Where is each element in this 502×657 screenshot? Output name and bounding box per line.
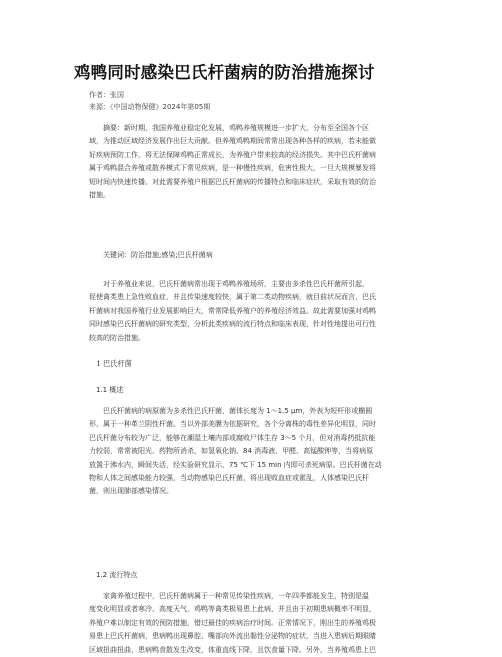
abstract-line: 域，为推动区域经济发展作出巨大贡献。但养殖鸡鸭期间常常出现各种各样的疾病，若未能做 bbox=[89, 137, 376, 146]
intro-paragraph bbox=[89, 278, 421, 345]
source-line: 来源：《中国动物保健》2024年第05期 bbox=[89, 103, 211, 111]
overview-line: 菌，则出现肺部感染情况。 bbox=[89, 487, 173, 496]
section-heading bbox=[89, 357, 421, 370]
intro-line: 促使禽类患上急性败血症，并且传染速度较快，属于第二类动物疾病，就目前状况而言，巴氏 bbox=[89, 293, 376, 302]
intro-line: 较高的防治措施。 bbox=[89, 333, 145, 342]
intro-line: 杆菌病对我国养殖行业发展影响巨大，常常降低养殖户的养殖经济效益。故此需要加强对鸡鸭 bbox=[89, 306, 376, 315]
abstract-line: 摘要：新时期，我国养殖业稳定化发展，鸡鸭养殖规模进一步扩大，分布至全国各个区 bbox=[89, 124, 369, 132]
overview-line: 物和人体之间感染能力较强，当动物感染巴氏杆菌，将出现败血症或霍乱，人体感染巴氏杆 bbox=[89, 473, 369, 482]
overview-line: 放置于沸水内，瞬间失活，经实验研究显示，75 ℃下 15 min 内即可杀死病原。巴氏杆菌在动 bbox=[89, 460, 382, 469]
overview-line: 形，属于一种革兰阴性杆菌。当以外部美膜为依据研究，各个分离株的毒性差异化明显，同时 bbox=[89, 420, 376, 429]
epidemiology-line: 区域扭曲扭曲，患病鸭食散发生改变，体重直线下降，且饮食量下降。另外，当养殖鸡患上巴 bbox=[89, 645, 376, 654]
section-1-2-heading: 1.2 流行特点 bbox=[89, 571, 138, 579]
article-title: 鸡鸭同时感染巴氏杆菌病的防治措施探讨 bbox=[74, 63, 375, 82]
abstract-line: 措施。 bbox=[89, 190, 110, 199]
author-line: 作者：张国 bbox=[89, 91, 124, 99]
abstract-line: 好疾病预防工作，将无法保障鸡鸭正常成长，为养殖户带来较高的经济损失。其中巴氏杆菌病 bbox=[89, 150, 376, 159]
epidemiology-paragraph bbox=[89, 590, 421, 657]
overview-line: 力较弱，常常被阳光、药物所消杀，如氢氧化钠、84 消毒液、甲醛、高锰酸钾等，当将病原 bbox=[89, 447, 374, 456]
section-1-heading: 1 巴氏杆菌 bbox=[89, 359, 132, 368]
abstract-line: 短时间内快速传播。对此需要养殖户根据巴氏杆菌病的传播特点和临床症状，采取有效的防治 bbox=[89, 177, 376, 186]
subsection-heading bbox=[89, 569, 421, 582]
epidemiology-line: 家禽养殖过程中，巴氏杆菌病属于一种常见传染性疾病，一年四季都能发生，特别是温 bbox=[89, 592, 369, 600]
intro-line: 对于养殖业来说，巴氏杆菌病常出现于鸡鸭养殖场所，主要由多杀性巴氏杆菌所引起， bbox=[89, 280, 369, 288]
intro-line: 同时感染巴氏杆菌病的研究类型，分析此类疾病的流行特点和临床表现，针对性地提出可行性 bbox=[89, 320, 376, 329]
section-1-1-heading: 1.1 概述 bbox=[89, 386, 124, 394]
subsection-heading bbox=[89, 384, 421, 397]
epidemiology-line: 易患上巴氏杆菌病，患病鸭出现鼻腔、嘴部向外流出黏性分泌物的症状，当进入患病后期眼睛 bbox=[89, 632, 376, 641]
overview-line: 巴氏杆菌分布较为广泛，能够在潮湿土壤内部或腐败尸体生存 3～5 个月，但对消毒药抵抗能 bbox=[89, 433, 376, 442]
epidemiology-line: 养殖户难以制定有效的预防措施，错过最佳的疾病治疗时间。正常情况下，刚出生的养殖鸡极 bbox=[89, 618, 376, 627]
epidemiology-line: 度变化明显或者寒冷、高度天气，鸡鸭等禽类极易患上此病，并且由于初期患病概率不明显， bbox=[89, 605, 376, 614]
overview-paragraph bbox=[89, 405, 421, 499]
keywords-text: 关键词：防治措施;感染;巴氏杆菌病 bbox=[89, 251, 213, 259]
abstract-line: 属于鸡鸭混合养殖或散养模式下常见疾病，是一种慢性疾病，危害性极大，一旦大规模暴发将 bbox=[89, 164, 376, 173]
overview-line: 巴氏杆菌病的病原菌为多杀性巴氏杆菌，菌体长度为 1～1.5 μm，外表为短杆形或椭圆 bbox=[89, 407, 373, 415]
abstract-paragraph bbox=[89, 122, 421, 202]
keywords-line bbox=[89, 249, 421, 262]
